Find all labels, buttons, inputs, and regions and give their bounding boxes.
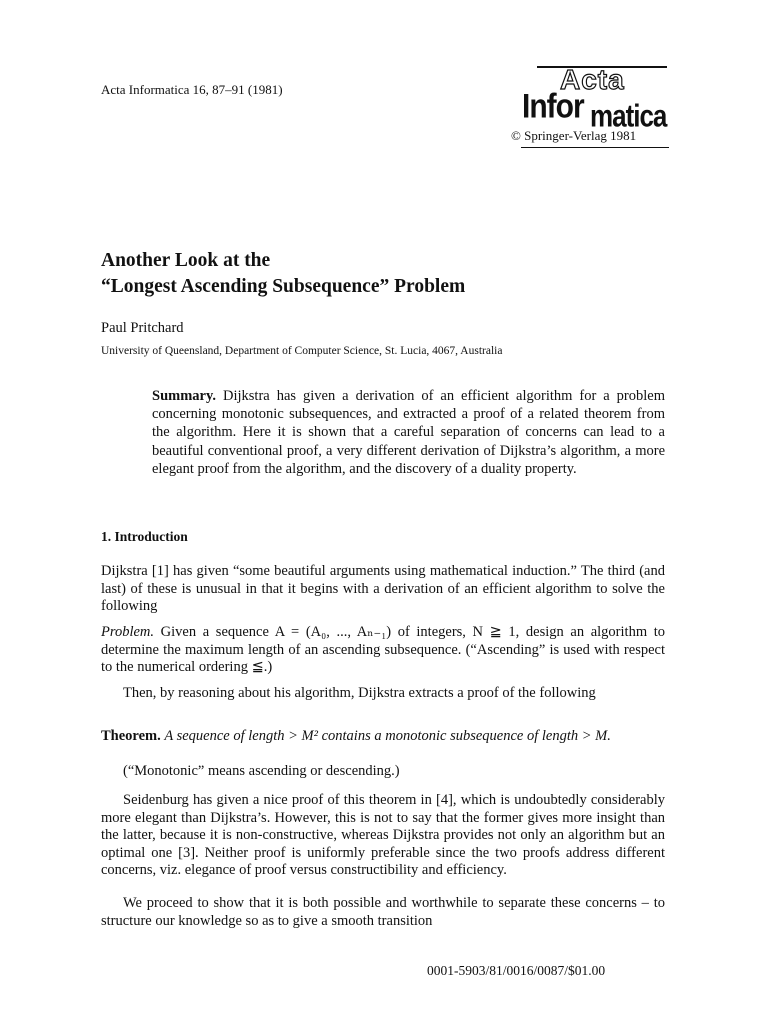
problem-label: Problem.: [101, 624, 155, 640]
author-affiliation: University of Queensland, Department of Computer Science, St. Lucia, 4067, Australia: [101, 345, 503, 357]
copyright-notice: © Springer-Verlag 1981: [511, 128, 637, 143]
logo-acta: Acta: [560, 64, 625, 95]
intro-paragraph-7: We proceed to show that it is both possible and worthwhile to separate these concerns – to structure our knowledge so as to give a smooth transition: [101, 895, 665, 929]
summary-paragraph: [152, 387, 665, 478]
theorem-text: A sequence of length > M² contains a monotonic subsequence of length > M.: [164, 728, 611, 744]
summary-text: Dijkstra has given a derivation of an efficient algorithm for a problem concerning monotonic subsequences, and extracted a proof of a related theorem from the algorithm. Here it is shown that a careful separation of concerns can lead to a beautiful conventional proof, a very different derivation of Dijkstra’s algorithm, a more elegant proof from the algorithm, and the discovery of a duality property.: [152, 388, 665, 477]
section-heading: 1. Introduction: [101, 529, 188, 544]
problem-text: Given a sequence A = (A₀, ..., Aₙ₋₁) of integers, N ≧ 1, design an algorithm to determine the maximum length of an ascending subsequence. (“Ascending” is used with respect to the numerical ordering ≦.): [101, 624, 666, 676]
theorem-label: Theorem.: [101, 728, 161, 744]
theorem-statement: [101, 728, 665, 746]
footer-code: 0001-5903/81/0016/0087/$01.00: [427, 963, 606, 978]
title-line-1: Another Look at the: [101, 250, 271, 271]
monotonic-note: (“Monotonic” means ascending or descending.): [123, 763, 400, 779]
title-line-2: “Longest Ascending Subsequence” Problem: [101, 276, 466, 297]
intro-paragraph-1: Dijkstra [1] has given “some beautiful arguments using mathematical induction.” The third (and last) of these is unusual in that it begins with a derivation of an efficient algorithm to solve the following: [101, 563, 665, 615]
logo-bottom-rule: [521, 147, 669, 148]
logo-infor: Infor: [522, 87, 584, 126]
intro-paragraph-6: Seidenburg has given a nice proof of this theorem in [4], which is undoubtedly considerably more elegant than Dijkstra’s. However, this is not to say that the former gives more insight than the latter, because it is non-constructive, whereas Dijkstra provides not only an algorithm but an optimal one [3]. Neither proof is uniformly preferable since the two proofs address different concerns, viz. elegance of proof versus constructibility and efficiency.: [101, 792, 665, 879]
logo-matica: matica: [590, 97, 667, 134]
summary-label: Summary.: [152, 388, 217, 404]
paper-title: [101, 248, 661, 300]
intro-paragraph-3: Then, by reasoning about his algorithm, Dijkstra extracts a proof of the following: [123, 685, 596, 701]
journal-reference: Acta Informatica 16, 87–91 (1981): [101, 82, 283, 97]
author-name: Paul Pritchard: [101, 320, 184, 336]
problem-statement: [101, 624, 665, 677]
